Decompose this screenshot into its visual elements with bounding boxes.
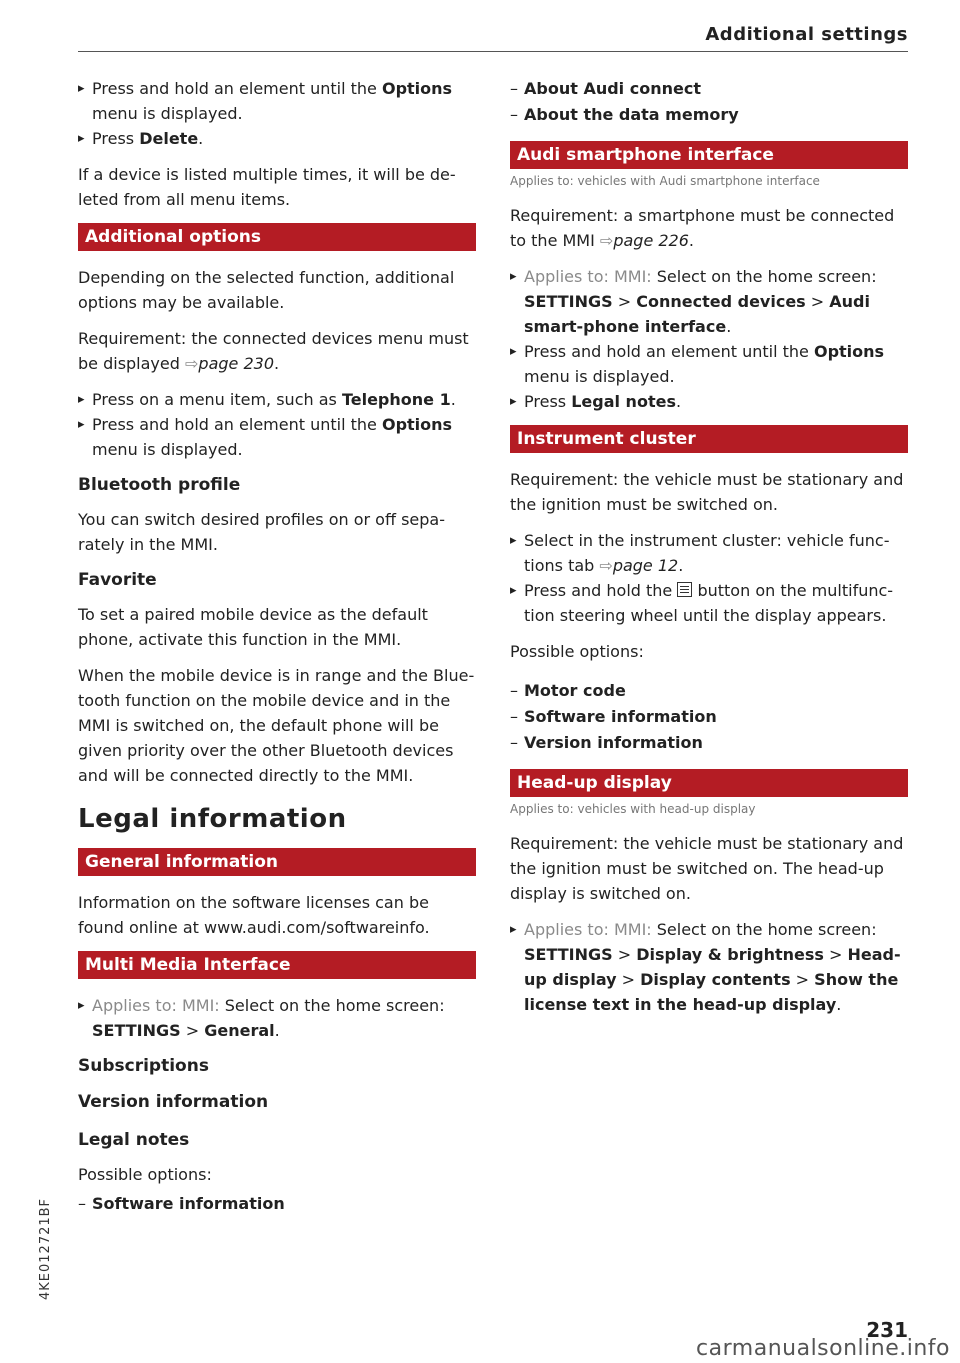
menu-path: Connected devices — [636, 292, 806, 311]
step-bold: Delete — [139, 129, 199, 148]
step-bold: Options — [381, 79, 453, 98]
step-text: Select on the home screen: — [651, 267, 877, 286]
text: Requirement: a smartphone must be connected to the MMI — [510, 206, 895, 250]
separator: > — [616, 970, 641, 989]
page-reference[interactable]: page 226 — [613, 231, 689, 250]
step-bold: Options — [381, 415, 453, 434]
arrow-right-icon: ⇨ — [599, 556, 613, 575]
menu-path: Audi smart-phone interface — [524, 292, 870, 336]
list-item — [510, 102, 908, 127]
step-bold: Telephone 1 — [341, 390, 451, 409]
menu-path: SETTINGS — [524, 945, 613, 964]
text: . — [274, 354, 280, 373]
step-bold: Legal notes — [571, 392, 676, 411]
option-label: Software information — [524, 707, 717, 726]
step-list — [78, 993, 476, 1043]
menu-path: SETTINGS — [524, 292, 613, 311]
step-list — [510, 528, 908, 628]
step-bold: Options — [813, 342, 885, 361]
separator: > — [180, 1021, 205, 1040]
step-item — [510, 389, 908, 414]
dash-list — [510, 678, 908, 755]
step-item — [78, 993, 476, 1043]
option-label: Motor code — [524, 681, 626, 700]
menu-button-icon — [677, 582, 692, 597]
option-label: About Audi connect — [524, 79, 701, 98]
applies-note: Applies to: vehicles with Audi smartphone interface — [510, 174, 820, 188]
applies-label: Applies to: MMI: — [524, 920, 652, 939]
text: . — [688, 231, 695, 250]
arrow-right-icon: ⇨ — [599, 231, 614, 250]
step-list — [510, 264, 908, 414]
list-item — [510, 704, 908, 729]
paragraph: You can switch desired profiles on or off sepa-rately in the MMI. — [78, 510, 445, 554]
menu-path: Display contents — [640, 970, 791, 989]
step-item — [78, 387, 476, 412]
section-heading-additional-options: Additional options — [78, 223, 476, 251]
step-item — [510, 917, 908, 1017]
paragraph — [78, 326, 476, 376]
step-text: Select on the home screen: — [219, 996, 445, 1015]
list-item — [510, 730, 908, 755]
option-label: About the data memory — [524, 105, 739, 124]
header-divider — [78, 51, 908, 52]
step-item — [78, 126, 476, 151]
step-item — [510, 264, 908, 339]
step-text: menu is displayed. — [92, 104, 243, 123]
page-number: 231 — [866, 1318, 908, 1342]
step-text: Press on a menu item, such as — [92, 390, 342, 409]
paragraph: To set a paired mobile device as the default phone, activate this function in the MMI. — [78, 605, 428, 649]
list-item — [510, 76, 908, 101]
step-text: Press and hold an element until the — [92, 79, 382, 98]
left-column — [78, 76, 476, 1217]
step-item — [78, 412, 476, 462]
separator: > — [612, 945, 637, 964]
option-label: Version information — [524, 733, 703, 752]
text: . — [274, 1021, 280, 1040]
paragraph: Possible options: — [78, 1165, 212, 1184]
applies-label: Applies to: MMI: — [92, 996, 220, 1015]
step-list — [78, 76, 476, 151]
step-text: Select on the home screen: — [651, 920, 877, 939]
step-item — [510, 528, 908, 578]
menu-path: SETTINGS — [92, 1021, 181, 1040]
paragraph — [510, 203, 908, 253]
step-text: . — [198, 129, 204, 148]
paragraph: If a device is listed multiple times, it will be de-leted from all menu items. — [78, 165, 456, 209]
paragraph: When the mobile device is in range and the Blue-tooth function on the mobile device and in the MMI is switched on, the default phone will be given priority over the other Bluetooth devices and will be connected directly to the MMI. — [78, 666, 475, 785]
section-heading-multi-media-interface: Multi Media Interface — [78, 951, 476, 979]
paragraph: Depending on the selected function, additional options may be available. — [78, 268, 455, 312]
applies-label: Applies to: MMI: — [524, 267, 652, 286]
subheading-version-information: Version information — [78, 1092, 269, 1112]
text: . — [836, 995, 842, 1014]
menu-path: Head-up display — [524, 945, 901, 989]
separator: > — [790, 970, 815, 989]
chapter-heading-legal-information: Legal information — [78, 804, 347, 834]
right-column — [510, 76, 908, 1028]
section-heading-audi-smartphone-interface: Audi smartphone interface — [510, 141, 908, 169]
step-list — [78, 387, 476, 462]
step-text: menu is displayed. — [92, 440, 243, 459]
paragraph: Information on the software licenses can be found online at www.audi.com/softwareinfo. — [78, 893, 430, 937]
page-reference[interactable]: page 12 — [612, 556, 679, 575]
step-item — [510, 578, 908, 628]
arrow-right-icon: ⇨ — [185, 354, 199, 373]
text: . — [678, 556, 684, 575]
paragraph: Requirement: the vehicle must be stationary and the ignition must be switched on. The head-up display is switched on. — [510, 834, 904, 903]
section-heading-general-information: General information — [78, 848, 476, 876]
step-list — [510, 917, 908, 1017]
step-text: Press — [92, 129, 140, 148]
applies-note: Applies to: vehicles with head-up display — [510, 802, 756, 816]
subheading-subscriptions: Subscriptions — [78, 1056, 209, 1076]
step-text: Press and hold the — [524, 581, 673, 600]
step-text: button on the multifunc-tion steering wheel until the display appears. — [524, 581, 894, 625]
step-text: Select in the instrument cluster: vehicle func-tions tab — [524, 531, 890, 575]
document-code: 4KE012721BF — [38, 1197, 53, 1300]
menu-path: General — [204, 1021, 275, 1040]
text: Requirement: the connected devices menu must be displayed — [78, 329, 469, 373]
section-heading-instrument-cluster: Instrument cluster — [510, 425, 908, 453]
subheading-legal-notes: Legal notes — [78, 1130, 190, 1150]
step-text: Press and hold an element until the — [524, 342, 814, 361]
menu-path: Display & brightness — [636, 945, 824, 964]
separator: > — [805, 292, 830, 311]
page-header-title: Additional settings — [705, 24, 908, 45]
page-reference[interactable]: page 230 — [198, 354, 274, 373]
subheading-favorite: Favorite — [78, 570, 157, 590]
step-text: Press and hold an element until the — [92, 415, 382, 434]
separator: > — [612, 292, 637, 311]
watermark: carmanualsonline.info — [696, 1336, 950, 1361]
paragraph: Requirement: the vehicle must be stationary and the ignition must be switched on. — [510, 470, 904, 514]
subheading-bluetooth-profile: Bluetooth profile — [78, 475, 241, 495]
list-item — [78, 1191, 476, 1216]
dash-list — [510, 76, 908, 127]
step-text: . — [450, 390, 456, 409]
step-item — [78, 76, 476, 126]
text: . — [726, 317, 732, 336]
step-text: . — [675, 392, 682, 411]
step-text: Press — [524, 392, 572, 411]
section-heading-head-up-display: Head-up display — [510, 769, 908, 797]
list-item — [510, 678, 908, 703]
option-label: Software information — [92, 1194, 285, 1213]
menu-path: Show the license text in the head-up display — [524, 970, 899, 1014]
paragraph: Possible options: — [510, 642, 644, 661]
step-item — [510, 339, 908, 389]
step-text: menu is displayed. — [524, 367, 675, 386]
separator: > — [823, 945, 848, 964]
